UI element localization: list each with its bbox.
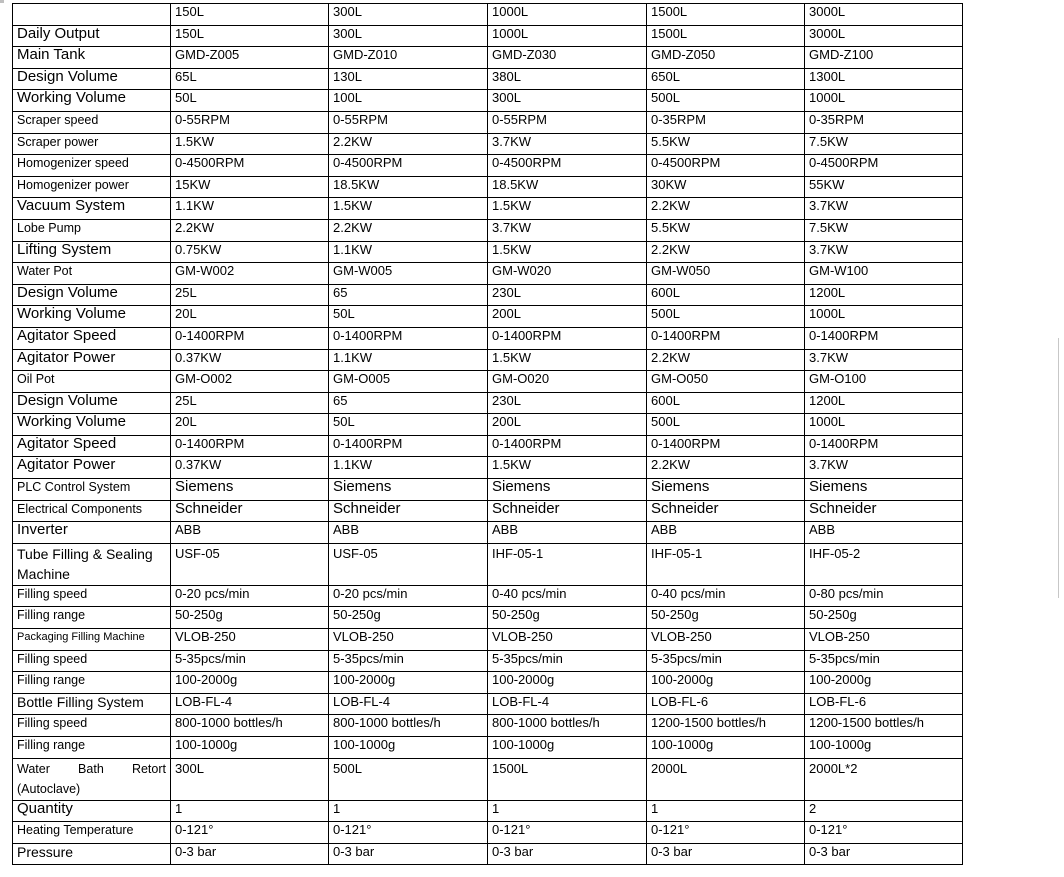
value-cell: 50-250g <box>488 607 647 629</box>
row-label: Working Volume <box>13 414 171 436</box>
value-cell: 0-1400RPM <box>329 327 488 349</box>
edge-line <box>1058 338 1059 598</box>
table-row <box>13 392 963 414</box>
value-cell: 55KW <box>805 176 963 198</box>
value-cell: Siemens <box>647 479 805 501</box>
value-cell: 0-1400RPM <box>171 327 329 349</box>
row-label: Lifting System <box>13 241 171 263</box>
row-label: Agitator Speed <box>13 327 171 349</box>
value-cell: 25L <box>171 392 329 414</box>
value-cell: 7.5KW <box>805 219 963 241</box>
value-cell: GM-O100 <box>805 371 963 393</box>
value-cell: 1000L <box>805 90 963 112</box>
value-cell: Schneider <box>329 500 488 522</box>
value-cell: 0-3 bar <box>488 843 647 865</box>
value-cell: 100-1000g <box>647 737 805 759</box>
value-cell: 50-250g <box>805 607 963 629</box>
value-cell: Siemens <box>488 479 647 501</box>
value-cell: 800-1000 bottles/h <box>171 715 329 737</box>
value-cell: 130L <box>329 68 488 90</box>
row-label: Design Volume <box>13 392 171 414</box>
value-cell: ABB <box>805 522 963 544</box>
corner-mark <box>0 0 4 3</box>
value-cell: Schneider <box>488 500 647 522</box>
value-cell: 230L <box>488 284 647 306</box>
row-label: Scraper power <box>13 133 171 155</box>
value-cell: Schneider <box>171 500 329 522</box>
value-cell: 18.5KW <box>329 176 488 198</box>
value-cell: 1000L <box>805 414 963 436</box>
value-cell: 50L <box>329 306 488 328</box>
value-cell: 0-4500RPM <box>647 155 805 177</box>
value-cell: 3.7KW <box>805 241 963 263</box>
value-cell: 1500L <box>488 758 647 800</box>
spec-table <box>12 3 963 865</box>
row-label: Design Volume <box>13 68 171 90</box>
header-cell: 300L <box>329 4 488 26</box>
table-row <box>13 284 963 306</box>
value-cell: 3.7KW <box>805 349 963 371</box>
value-cell: 0-121° <box>171 822 329 844</box>
value-cell: 65 <box>329 392 488 414</box>
value-cell: 100-2000g <box>647 672 805 694</box>
value-cell: GM-W002 <box>171 263 329 285</box>
value-cell: LOB-FL-4 <box>171 693 329 715</box>
value-cell: 100-2000g <box>329 672 488 694</box>
table-row <box>13 111 963 133</box>
value-cell: 0-121° <box>805 822 963 844</box>
value-cell: 0-35RPM <box>647 111 805 133</box>
value-cell: 1.1KW <box>171 198 329 220</box>
table-row <box>13 90 963 112</box>
value-cell: 0.37KW <box>171 457 329 479</box>
value-cell: 100-2000g <box>171 672 329 694</box>
table-row <box>13 672 963 694</box>
value-cell: IHF-05-1 <box>647 543 805 585</box>
value-cell: IHF-05-2 <box>805 543 963 585</box>
table-row <box>13 219 963 241</box>
table-row <box>13 607 963 629</box>
value-cell: 0.37KW <box>171 349 329 371</box>
table-row <box>13 435 963 457</box>
value-cell: 100-2000g <box>805 672 963 694</box>
value-cell: 2000L <box>647 758 805 800</box>
value-cell: 50-250g <box>329 607 488 629</box>
row-label: Scraper speed <box>13 111 171 133</box>
value-cell: Schneider <box>805 500 963 522</box>
value-cell: ABB <box>647 522 805 544</box>
row-label: Homogenizer power <box>13 176 171 198</box>
table-row <box>13 693 963 715</box>
value-cell: 300L <box>488 90 647 112</box>
table-row <box>13 843 963 865</box>
row-label: Filling range <box>13 737 171 759</box>
header-row <box>13 4 963 26</box>
value-cell: 0-1400RPM <box>647 327 805 349</box>
value-cell: 3.7KW <box>488 219 647 241</box>
value-cell: 0-3 bar <box>171 843 329 865</box>
value-cell: 1.5KW <box>329 198 488 220</box>
row-label: Daily Output <box>13 25 171 47</box>
value-cell: 200L <box>488 306 647 328</box>
value-cell: LOB-FL-4 <box>329 693 488 715</box>
table-row <box>13 543 963 585</box>
table-row <box>13 68 963 90</box>
value-cell: 2.2KW <box>329 219 488 241</box>
value-cell: USF-05 <box>171 543 329 585</box>
value-cell: 3000L <box>805 25 963 47</box>
value-cell: 0-121° <box>329 822 488 844</box>
row-label: Electrical Components <box>13 500 171 522</box>
value-cell: 7.5KW <box>805 133 963 155</box>
value-cell: VLOB-250 <box>805 629 963 651</box>
table-row <box>13 198 963 220</box>
value-cell: 0-1400RPM <box>805 327 963 349</box>
header-cell: 1000L <box>488 4 647 26</box>
value-cell: GMD-Z010 <box>329 47 488 69</box>
value-cell: 0.75KW <box>171 241 329 263</box>
value-cell: 1.1KW <box>329 457 488 479</box>
table-row <box>13 133 963 155</box>
value-cell: 1200L <box>805 392 963 414</box>
row-label: Packaging Filling Machine <box>13 629 171 651</box>
value-cell: 50L <box>329 414 488 436</box>
table-row <box>13 241 963 263</box>
value-cell: Schneider <box>647 500 805 522</box>
value-cell: 200L <box>488 414 647 436</box>
value-cell: 0-4500RPM <box>171 155 329 177</box>
value-cell: 15KW <box>171 176 329 198</box>
row-label: Water Pot <box>13 263 171 285</box>
header-cell: 150L <box>171 4 329 26</box>
header-cell: 1500L <box>647 4 805 26</box>
row-label: Filling speed <box>13 650 171 672</box>
value-cell: 1.5KW <box>488 349 647 371</box>
value-cell: 0-3 bar <box>647 843 805 865</box>
value-cell: 100-1000g <box>171 737 329 759</box>
table-row <box>13 629 963 651</box>
value-cell: 65 <box>329 284 488 306</box>
value-cell: 20L <box>171 414 329 436</box>
value-cell: 650L <box>647 68 805 90</box>
table-row <box>13 479 963 501</box>
value-cell: 0-1400RPM <box>488 435 647 457</box>
value-cell: VLOB-250 <box>171 629 329 651</box>
value-cell: 5-35pcs/min <box>647 650 805 672</box>
value-cell: 100-1000g <box>805 737 963 759</box>
value-cell: GM-W005 <box>329 263 488 285</box>
value-cell: GM-O005 <box>329 371 488 393</box>
value-cell: 30KW <box>647 176 805 198</box>
table-row <box>13 155 963 177</box>
row-label: Main Tank <box>13 47 171 69</box>
row-label: Inverter <box>13 522 171 544</box>
value-cell: 5.5KW <box>647 219 805 241</box>
value-cell: 0-1400RPM <box>329 435 488 457</box>
value-cell: 1.5KW <box>488 457 647 479</box>
value-cell: GMD-Z050 <box>647 47 805 69</box>
value-cell: 1300L <box>805 68 963 90</box>
table-row <box>13 327 963 349</box>
table-row <box>13 25 963 47</box>
value-cell: 100-2000g <box>488 672 647 694</box>
value-cell: GMD-Z100 <box>805 47 963 69</box>
value-cell: 0-55RPM <box>329 111 488 133</box>
table-row <box>13 47 963 69</box>
row-label: Pressure <box>13 843 171 865</box>
row-label: Agitator Power <box>13 457 171 479</box>
table-row <box>13 650 963 672</box>
value-cell: 3.7KW <box>805 198 963 220</box>
value-cell: GMD-Z005 <box>171 47 329 69</box>
row-label: Water Bath Retort (Autoclave) <box>13 758 171 800</box>
row-label: PLC Control System <box>13 479 171 501</box>
value-cell: 0-121° <box>647 822 805 844</box>
value-cell: 2.2KW <box>647 241 805 263</box>
value-cell: 5.5KW <box>647 133 805 155</box>
value-cell: LOB-FL-4 <box>488 693 647 715</box>
table-row <box>13 176 963 198</box>
value-cell: 300L <box>171 758 329 800</box>
value-cell: GM-W100 <box>805 263 963 285</box>
value-cell: 500L <box>647 414 805 436</box>
value-cell: 1 <box>647 800 805 822</box>
table-row <box>13 500 963 522</box>
row-label: Lobe Pump <box>13 219 171 241</box>
value-cell: 5-35pcs/min <box>488 650 647 672</box>
header-cell <box>13 4 171 26</box>
value-cell: 500L <box>329 758 488 800</box>
value-cell: ABB <box>171 522 329 544</box>
value-cell: 5-35pcs/min <box>805 650 963 672</box>
table-row <box>13 414 963 436</box>
value-cell: 0-1400RPM <box>488 327 647 349</box>
value-cell: 1.5KW <box>171 133 329 155</box>
value-cell: 150L <box>171 25 329 47</box>
table-row <box>13 457 963 479</box>
row-label: Oil Pot <box>13 371 171 393</box>
value-cell: 230L <box>488 392 647 414</box>
value-cell: 1200-1500 bottles/h <box>805 715 963 737</box>
value-cell: 1.1KW <box>329 349 488 371</box>
row-label: Working Volume <box>13 306 171 328</box>
value-cell: 0-80 pcs/min <box>805 585 963 607</box>
row-label: Heating Temperature <box>13 822 171 844</box>
value-cell: 600L <box>647 392 805 414</box>
value-cell: 0-3 bar <box>329 843 488 865</box>
value-cell: 2.2KW <box>329 133 488 155</box>
value-cell: GM-O002 <box>171 371 329 393</box>
value-cell: 50-250g <box>171 607 329 629</box>
value-cell: 1.5KW <box>488 198 647 220</box>
value-cell: 0-20 pcs/min <box>171 585 329 607</box>
table-row <box>13 371 963 393</box>
value-cell: 0-40 pcs/min <box>647 585 805 607</box>
value-cell: 25L <box>171 284 329 306</box>
value-cell: GM-W050 <box>647 263 805 285</box>
value-cell: 1 <box>329 800 488 822</box>
value-cell: 50-250g <box>647 607 805 629</box>
row-label: Design Volume <box>13 284 171 306</box>
value-cell: 0-1400RPM <box>805 435 963 457</box>
value-cell: 5-35pcs/min <box>329 650 488 672</box>
row-label: Vacuum System <box>13 198 171 220</box>
table-row <box>13 758 963 800</box>
value-cell: GM-O050 <box>647 371 805 393</box>
value-cell: Siemens <box>329 479 488 501</box>
value-cell: GMD-Z030 <box>488 47 647 69</box>
table-row <box>13 522 963 544</box>
row-label: Filling range <box>13 607 171 629</box>
table-row <box>13 800 963 822</box>
value-cell: 2000L*2 <box>805 758 963 800</box>
table-row <box>13 585 963 607</box>
value-cell: 0-55RPM <box>171 111 329 133</box>
value-cell: 0-3 bar <box>805 843 963 865</box>
value-cell: 1500L <box>647 25 805 47</box>
header-cell: 3000L <box>805 4 963 26</box>
value-cell: 3.7KW <box>805 457 963 479</box>
value-cell: 0-55RPM <box>488 111 647 133</box>
value-cell: 800-1000 bottles/h <box>488 715 647 737</box>
value-cell: Siemens <box>171 479 329 501</box>
value-cell: 1 <box>488 800 647 822</box>
value-cell: GM-O020 <box>488 371 647 393</box>
value-cell: VLOB-250 <box>647 629 805 651</box>
value-cell: 65L <box>171 68 329 90</box>
value-cell: 500L <box>647 306 805 328</box>
value-cell: 0-40 pcs/min <box>488 585 647 607</box>
value-cell: VLOB-250 <box>488 629 647 651</box>
value-cell: 50L <box>171 90 329 112</box>
value-cell: 3.7KW <box>488 133 647 155</box>
row-label: Working Volume <box>13 90 171 112</box>
value-cell: 300L <box>329 25 488 47</box>
value-cell: 1 <box>171 800 329 822</box>
value-cell: 800-1000 bottles/h <box>329 715 488 737</box>
value-cell: Siemens <box>805 479 963 501</box>
value-cell: VLOB-250 <box>329 629 488 651</box>
value-cell: 0-35RPM <box>805 111 963 133</box>
value-cell: GM-W020 <box>488 263 647 285</box>
value-cell: ABB <box>488 522 647 544</box>
table-row <box>13 737 963 759</box>
value-cell: 1.5KW <box>488 241 647 263</box>
value-cell: 1000L <box>488 25 647 47</box>
value-cell: 0-121° <box>488 822 647 844</box>
value-cell: 2.2KW <box>647 457 805 479</box>
value-cell: 1200-1500 bottles/h <box>647 715 805 737</box>
table-row <box>13 263 963 285</box>
row-label: Tube Filling & Sealing Machine <box>13 543 171 585</box>
value-cell: 0-20 pcs/min <box>329 585 488 607</box>
row-label: Filling range <box>13 672 171 694</box>
value-cell: 100-1000g <box>329 737 488 759</box>
value-cell: 1200L <box>805 284 963 306</box>
row-label: Agitator Speed <box>13 435 171 457</box>
value-cell: 0-4500RPM <box>488 155 647 177</box>
value-cell: 1000L <box>805 306 963 328</box>
value-cell: 2 <box>805 800 963 822</box>
value-cell: 20L <box>171 306 329 328</box>
value-cell: 2.2KW <box>647 349 805 371</box>
table-row <box>13 715 963 737</box>
value-cell: 100-1000g <box>488 737 647 759</box>
value-cell: 2.2KW <box>647 198 805 220</box>
value-cell: 380L <box>488 68 647 90</box>
table-row <box>13 822 963 844</box>
value-cell: 1.1KW <box>329 241 488 263</box>
value-cell: 0-1400RPM <box>171 435 329 457</box>
table-row <box>13 349 963 371</box>
spec-table-body <box>13 4 963 865</box>
value-cell: 0-1400RPM <box>647 435 805 457</box>
value-cell: LOB-FL-6 <box>805 693 963 715</box>
value-cell: 2.2KW <box>171 219 329 241</box>
row-label: Homogenizer speed <box>13 155 171 177</box>
value-cell: 5-35pcs/min <box>171 650 329 672</box>
value-cell: 0-4500RPM <box>805 155 963 177</box>
value-cell: USF-05 <box>329 543 488 585</box>
value-cell: 600L <box>647 284 805 306</box>
value-cell: LOB-FL-6 <box>647 693 805 715</box>
row-label: Filling speed <box>13 585 171 607</box>
row-label: Filling speed <box>13 715 171 737</box>
table-row <box>13 306 963 328</box>
row-label: Quantity <box>13 800 171 822</box>
value-cell: 0-4500RPM <box>329 155 488 177</box>
row-label: Agitator Power <box>13 349 171 371</box>
value-cell: 100L <box>329 90 488 112</box>
row-label: Bottle Filling System <box>13 693 171 715</box>
value-cell: ABB <box>329 522 488 544</box>
value-cell: 18.5KW <box>488 176 647 198</box>
value-cell: 500L <box>647 90 805 112</box>
value-cell: IHF-05-1 <box>488 543 647 585</box>
